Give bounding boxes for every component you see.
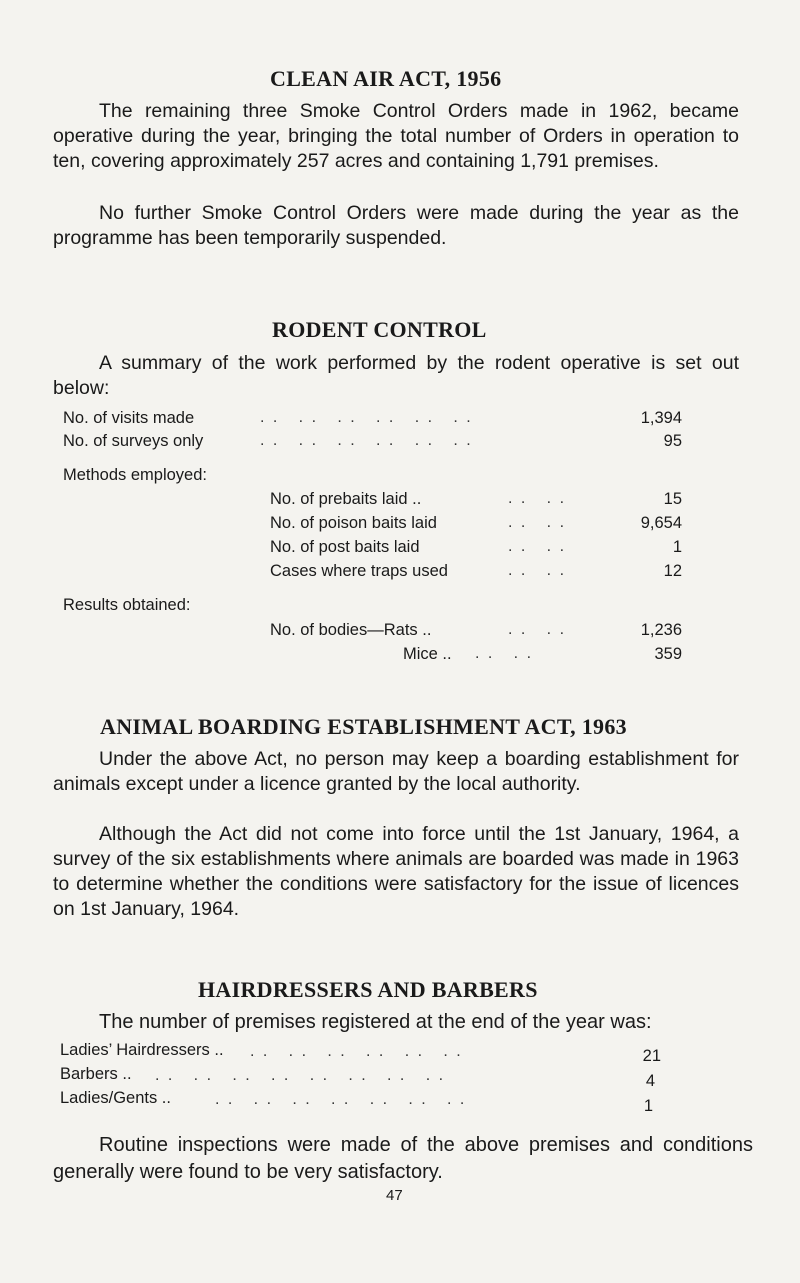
result-label: No. of bodies—Rats ..	[270, 621, 432, 639]
leader-dots: . . . . . . . . . . . .	[260, 432, 473, 449]
clean-air-paragraph-2: No further Smoke Control Orders were made during the year as the programme has been temporarily suspended.	[53, 202, 739, 249]
results-label: Results obtained:	[63, 596, 191, 614]
leader-dots: . . . . . . . . . . . .	[260, 409, 473, 426]
leader-dots: . . . .	[508, 490, 567, 507]
animal-boarding-heading: ANIMAL BOARDING ESTABLISHMENT ACT, 1963	[100, 714, 627, 739]
method-value: 15	[663, 490, 682, 508]
result-value: 1,236	[640, 621, 682, 639]
rodent-intro: A summary of the work performed by the rodent operative is set out below:	[53, 352, 739, 399]
page-number: 47	[386, 1187, 403, 1204]
hair-item-value: 4	[645, 1072, 655, 1090]
method-value: 1	[672, 538, 682, 556]
hairdressers-closing: Routine inspections were made of the above premises and conditions generally were found to be very satisfactory.	[53, 1134, 753, 1183]
hairdressers-heading: HAIRDRESSERS AND BARBERS	[198, 977, 538, 1002]
clean-air-heading: CLEAN AIR ACT, 1956	[270, 66, 502, 91]
result-label: Mice ..	[403, 645, 452, 663]
clean-air-paragraph-1: The remaining three Smoke Control Orders made in 1962, became operative during the year, bringing the total number of Orders in operation to ten, covering approximately 257 acres and containing 1,791 premises.	[53, 100, 739, 172]
animal-paragraph-1: Under the above Act, no person may keep a boarding establishment for animals except under a licence granted by the local authority.	[53, 748, 739, 795]
leader-dots: . . . .	[475, 645, 534, 662]
method-label: No. of poison baits laid	[270, 514, 437, 532]
result-value: 359	[654, 645, 682, 663]
rodent-control-heading: RODENT CONTROL	[272, 317, 487, 342]
animal-paragraph-2: Although the Act did not come into force until the 1st January, 1964, a survey of the six establishments where animals are boarded was made in 1963 to determine whether the conditions were satisfactory for the issue of licences on 1st January, 1964.	[53, 823, 739, 920]
method-label: Cases where traps used	[270, 562, 448, 580]
surveys-value: 95	[663, 432, 682, 450]
leader-dots: . . . .	[508, 538, 567, 555]
hairdressers-intro: The number of premises registered at the end of the year was:	[99, 1011, 652, 1033]
method-value: 12	[663, 562, 682, 580]
hair-item-label: Ladies’ Hairdressers ..	[60, 1041, 224, 1059]
leader-dots: . . . .	[508, 562, 567, 579]
leader-dots: . . . . . . . . . . . . . .	[215, 1091, 467, 1108]
leader-dots: . . . . . . . . . . . .	[250, 1043, 463, 1060]
leader-dots: . . . .	[508, 514, 567, 531]
method-value: 9,654	[640, 514, 682, 532]
surveys-label: No. of surveys only	[63, 432, 204, 450]
hair-item-value: 21	[642, 1047, 661, 1065]
hair-item-value: 1	[643, 1097, 653, 1115]
method-label: No. of prebaits laid ..	[270, 490, 422, 508]
methods-label: Methods employed:	[63, 466, 207, 484]
visits-label: No. of visits made	[63, 409, 195, 427]
hair-item-label: Ladies/Gents ..	[60, 1089, 171, 1107]
leader-dots: . . . . . . . . . . . . . . . .	[155, 1067, 446, 1084]
method-label: No. of post baits laid	[270, 538, 420, 556]
visits-value: 1,394	[640, 409, 682, 427]
hair-item-label: Barbers ..	[60, 1065, 132, 1083]
leader-dots: . . . .	[508, 621, 567, 638]
